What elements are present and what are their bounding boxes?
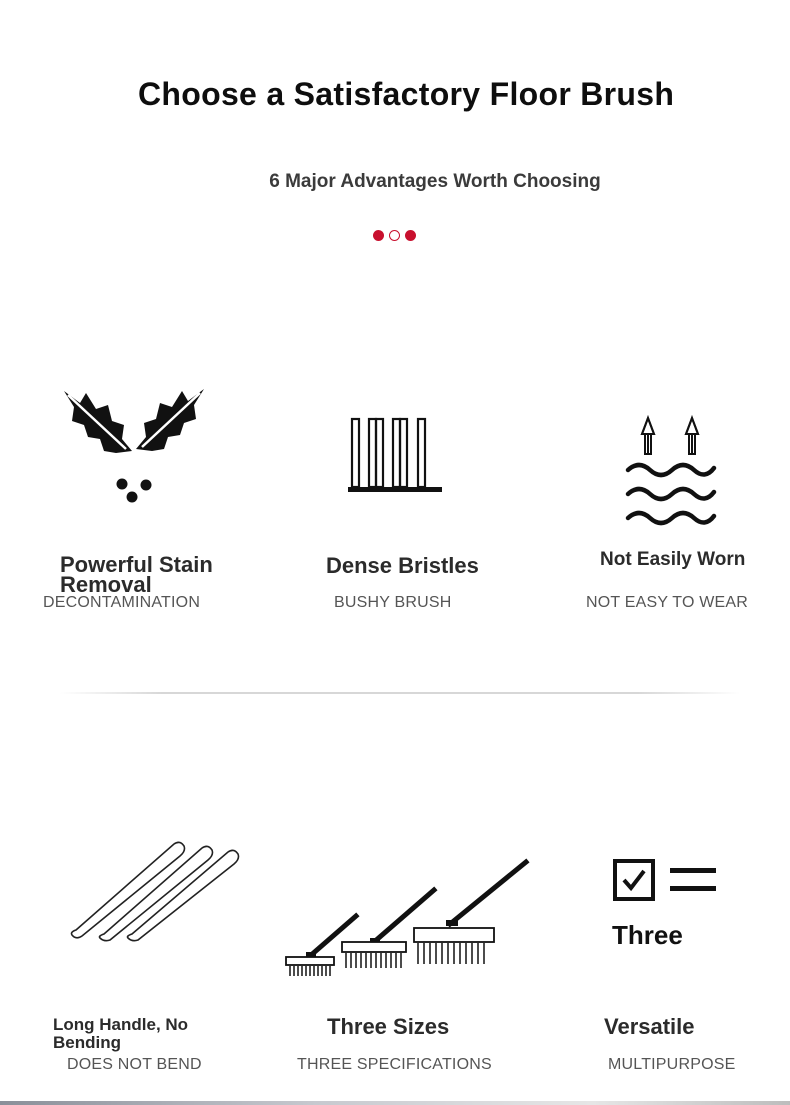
- feature-label-not-easily-worn: Not Easily Worn: [600, 549, 746, 570]
- feature-label-three-sizes: Three Sizes: [327, 1014, 450, 1039]
- feature-label-dense-bristles: Dense Bristles: [326, 553, 479, 578]
- dot-indicator: [373, 230, 384, 241]
- waves-arrows-icon: [622, 412, 718, 528]
- dot-indicator: [405, 230, 416, 241]
- checkbox-equals-icon: [612, 858, 718, 904]
- feature-label-long-handle: Long Handle, No Bending: [53, 1015, 189, 1052]
- feature-sub-decontamination: DECONTAMINATION: [43, 594, 201, 611]
- feature-sub-bushy-brush: BUSHY BRUSH: [334, 594, 452, 611]
- three-brushes-icon: [284, 858, 534, 980]
- feature-sub-not-easy-to-wear: NOT EASY TO WEAR: [586, 594, 749, 611]
- carousel-dots: [373, 230, 416, 241]
- dot-indicator: [389, 230, 400, 241]
- long-handles-icon: [66, 838, 242, 942]
- bottom-edge: [0, 1101, 790, 1105]
- holly-leaves-icon: [58, 385, 208, 505]
- feature-label-stain-removal: Powerful Stain Removal: [60, 552, 213, 597]
- icon-caption-three: Three: [612, 920, 683, 950]
- section-divider: [60, 692, 740, 694]
- feature-label-versatile: Versatile: [604, 1014, 695, 1039]
- page-subtitle: 6 Major Advantages Worth Choosing: [269, 171, 601, 192]
- page-title: Choose a Satisfactory Floor Brush: [138, 76, 675, 112]
- feature-sub-three-specifications: THREE SPECIFICATIONS: [297, 1056, 492, 1073]
- feature-sub-does-not-bend: DOES NOT BEND: [67, 1056, 202, 1073]
- bristles-icon: [346, 415, 444, 495]
- feature-sub-multipurpose: MULTIPURPOSE: [608, 1056, 736, 1073]
